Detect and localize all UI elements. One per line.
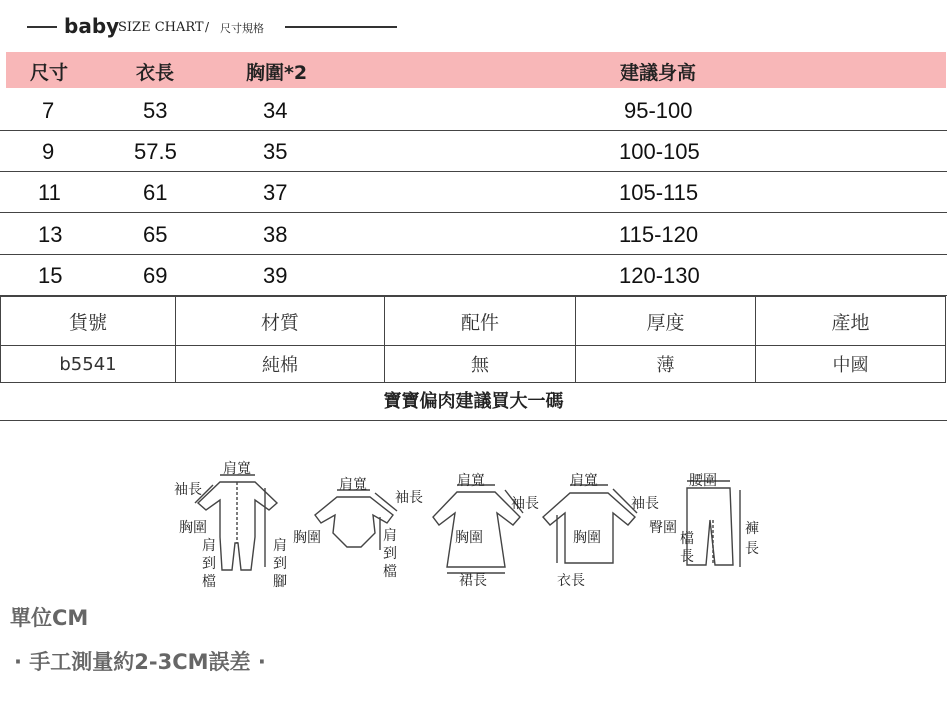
top-shoulder-label: 肩寬 [570,473,598,489]
dress-shoulder-label: 肩寬 [457,473,485,489]
info-value-accessory: 無 [385,346,576,383]
measurement-diagram [165,455,775,600]
info-header-accessory: 配件 [385,297,576,346]
info-header-sku: 貨號 [1,297,176,346]
cell-size: 9 [42,139,55,164]
cell-height: 120-130 [619,263,700,288]
header-subtitle: SIZE CHART [118,20,204,35]
cell-length: 53 [143,98,168,123]
table-row [0,172,947,213]
top-illustration [543,485,637,563]
size-advice-note: 寶寶偏肉建議買大一碼 [0,384,947,421]
size-chart-header [0,12,947,40]
unit-label: 單位CM [10,606,89,630]
header-brand: baby [64,14,120,38]
top-sleeve-label: 袖長 [631,496,659,512]
table-row [0,214,947,255]
romper-shoulder-crotch-label: 肩到檔 [202,538,216,590]
pants-waist-label: 腰圍 [689,473,717,489]
measurement-error-note: · 手工測量約2-3CM誤差 · [14,650,266,674]
col-header-height: 建議身高 [620,62,697,84]
cell-height: 115-120 [619,222,699,247]
bodysuit-sleeve-label: 袖長 [395,490,423,506]
cell-length: 65 [143,222,168,247]
cell-length: 57.5 [134,139,177,164]
table-row [0,131,947,172]
bodysuit-shoulder-label: 肩寬 [339,477,367,493]
header-subtitle-cn: 尺寸規格 [220,22,264,35]
cell-chest: 34 [263,98,288,123]
info-header-origin: 產地 [756,297,946,346]
cell-chest: 37 [263,180,288,205]
pants-hip-label: 臀圍 [649,520,677,536]
romper-sleeve-label: 袖長 [174,482,202,498]
info-value-material: 純棉 [176,346,385,383]
cell-size: 7 [42,98,55,123]
cell-chest: 39 [263,263,288,288]
info-value-sku: b5541 [1,346,176,383]
bodysuit-shoulder-crotch-label: 肩到檔 [383,528,397,580]
pants-crotch-label: 檔長 [680,531,694,565]
romper-chest-label: 胸圍 [179,520,207,536]
table-row [0,90,947,131]
table-row [0,255,947,296]
cell-chest: 38 [263,222,288,247]
bodysuit-chest-label: 胸圍 [293,530,321,546]
cell-height: 105-115 [619,180,699,205]
cell-size: 13 [38,222,63,247]
cell-length: 61 [143,180,168,205]
dress-skirt-length-label: 裙長 [459,573,487,589]
col-header-chest: 胸圍*2 [246,62,308,84]
pants-length-label: 褲長 [745,521,759,557]
info-value-thickness: 薄 [576,346,756,383]
info-header-material: 材質 [176,297,385,346]
cell-size: 15 [38,263,63,288]
product-info-table [0,296,946,383]
header-separator: / [205,20,210,34]
info-header-thickness: 厚度 [576,297,756,346]
dress-chest-label: 胸圍 [455,530,483,546]
cell-size: 11 [38,180,61,205]
col-header-length: 衣長 [136,62,175,84]
col-header-size: 尺寸 [30,62,69,84]
cell-chest: 35 [263,139,288,164]
dress-sleeve-label: 袖長 [511,496,539,512]
info-value-origin: 中國 [756,346,946,383]
cell-height: 95-100 [624,98,693,123]
romper-shoulder-label: 肩寬 [223,461,251,477]
romper-shoulder-foot-label: 肩到腳 [273,538,287,590]
header-line-right [285,26,397,28]
top-length-label: 衣長 [557,573,585,589]
top-chest-label: 胸圍 [573,530,601,546]
cell-length: 69 [143,263,168,288]
cell-height: 100-105 [619,139,700,164]
header-line-left [27,26,57,28]
